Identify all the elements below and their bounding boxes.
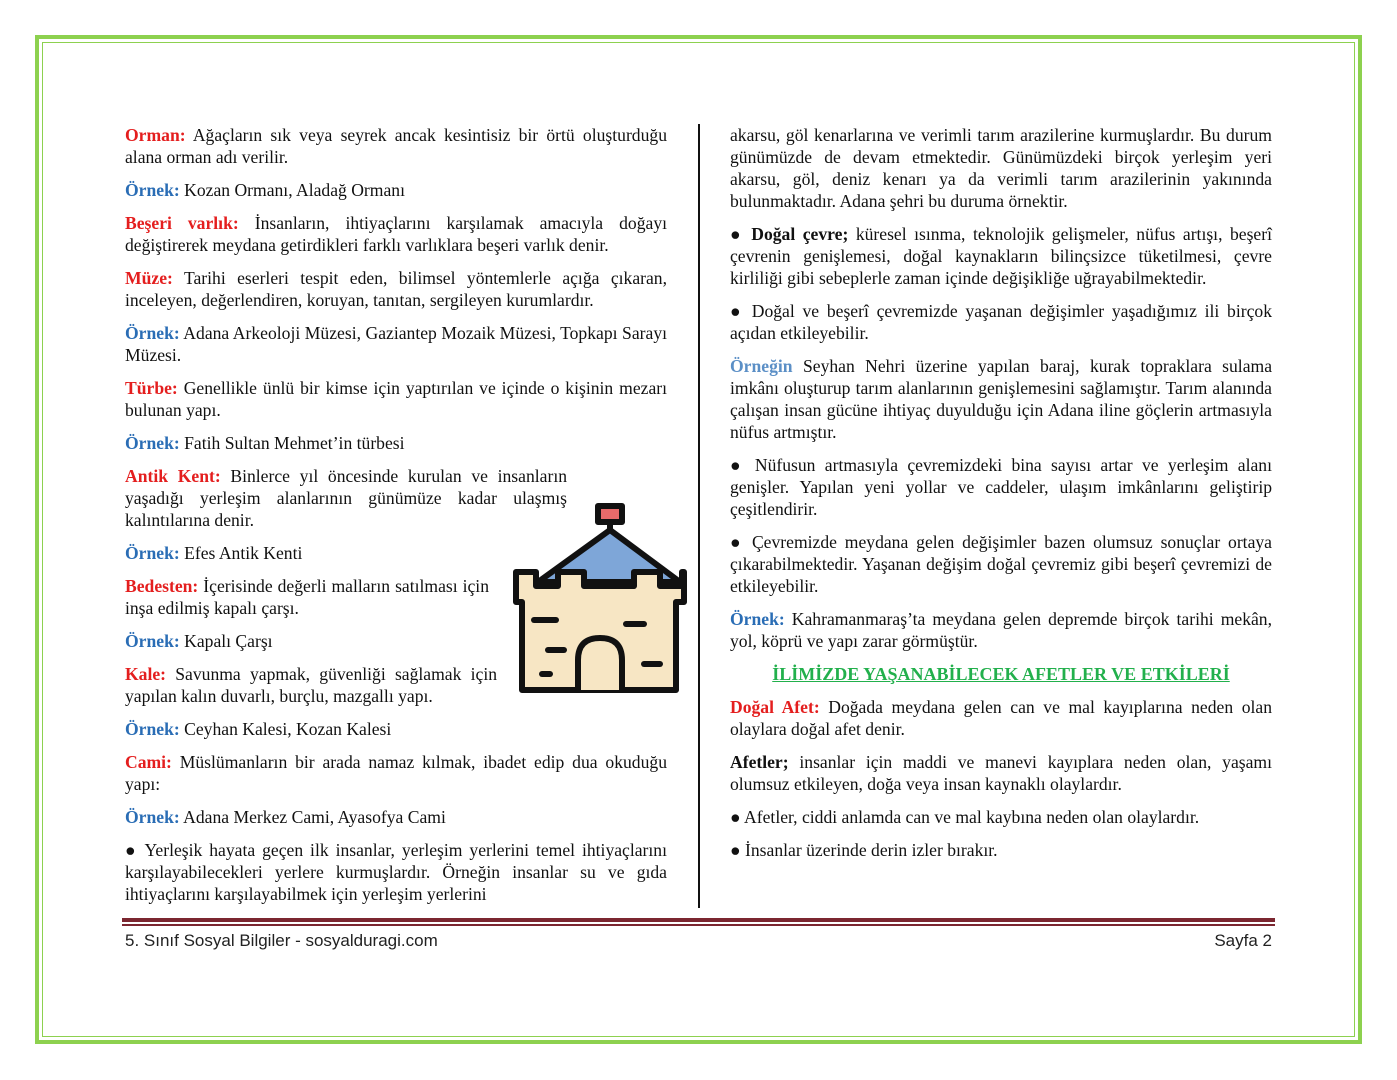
example-kale: Örnek: Ceyhan Kalesi, Kozan Kalesi [125, 719, 392, 739]
page-number: Sayfa 2 [1214, 931, 1272, 950]
definition-muze: Müze: Tarihi eserleri tespit eden, bilimsel yöntemlerle açığa çıkaran, inceleyen, değerlendiren, koruyan, tanıtan, sergileyen kurumlardır. [125, 268, 667, 310]
example-antik-kent: Örnek: Efes Antik Kenti [125, 543, 303, 563]
example-label: Örnek: [125, 631, 180, 651]
example-seyhan: Örneğin Seyhan Nehri üzerine yapılan baraj, kurak topraklara sulama imkânı oluşturup tarım alanlarının genişlemesini sağlamıştır. Tarım alanında çalışan insan gücüne ihtiyaç duyulduğu için Adana iline göçlerin artmasıyla nüfus artmıştır. [730, 356, 1272, 442]
definition-bedesten: Bedesten: İçerisinde değerli malların satılması için inşa edilmiş kapalı çarşı. [125, 576, 489, 618]
example-label: Örnek: [125, 323, 180, 343]
example-bedesten: Örnek: Kapalı Çarşı [125, 631, 273, 651]
term-label: Türbe: [125, 378, 178, 398]
term-label: Antik Kent: [125, 466, 221, 486]
example-orman: Örnek: Kozan Ormanı, Aladağ Ormanı [125, 180, 405, 200]
definition-cami: Cami: Müslümanların bir arada namaz kılmak, ibadet edip dua okuduğu yapı: [125, 752, 667, 794]
definition-afetler: Afetler; insanlar için maddi ve manevi kayıplara neden olan, yaşamı olumsuz etkileyen, doğa veya insan kaynaklı olaylardır. [730, 752, 1272, 794]
definition-antik-kent: Antik Kent: Binlerce yıl öncesinde kurulan ve insanların yaşadığı yerleşim alanlarının günümüze kadar ulaşmış kalıntılarına denir. [125, 466, 567, 530]
bullet-nufus: ● Nüfusun artmasıyla çevremizdeki bina sayısı artar ve yerleşim alanı genişler. Yapılan yeni yollar ve caddeler, ulaşım imkânlarını geliştirip çeşitlendirir. [730, 455, 1272, 519]
bullet-afet-kayip: ● Afetler, ciddi anlamda can ve mal kaybına neden olan olaylardır. [730, 807, 1200, 827]
bullet-degisimler: ● Doğal ve beşerî çevremizde yaşanan değişimler yaşadığımız ili birçok açıdan etkileyebilir. [730, 301, 1272, 343]
example-muze: Örnek: Adana Arkeoloji Müzesi, Gaziantep Mozaik Müzesi, Topkapı Sarayı Müzesi. [125, 323, 667, 365]
castle-gate [578, 638, 622, 690]
example-kahramanmaras: Örnek: Kahramanmaraş’ta meydana gelen depremde birçok tarihi mekân, yol, köprü ve yapı zarar görmüştür. [730, 609, 1272, 651]
bullet-derin-iz: ● İnsanlar üzerinde derin izler bırakır. [730, 840, 998, 860]
term-label: Beşeri varlık: [125, 213, 239, 233]
definition-orman: Orman: Ağaçların sık veya seyrek ancak kesintisiz bir örtü oluşturduğu alana orman adı verilir. [125, 125, 667, 167]
footer-left: 5. Sınıf Sosyal Bilgiler - sosyalduragi.com [125, 931, 438, 950]
footer-rule-thin [122, 924, 1275, 926]
term-label: Afetler; [730, 752, 789, 772]
column-divider [698, 124, 700, 908]
example-turbe: Örnek: Fatih Sultan Mehmet’in türbesi [125, 433, 405, 453]
term-label: Bedesten: [125, 576, 199, 596]
example-label: Örnek: [125, 719, 180, 739]
example-label: Örnek: [125, 543, 180, 563]
bullet-olumsuz: ● Çevremizde meydana gelen değişimler bazen olumsuz sonuçlar ortaya çıkarabilmektedir. Yaşanan değişim doğal çevremiz gibi beşerî çevremizi de etkileyebilir. [730, 532, 1272, 596]
term-label: Kale: [125, 664, 167, 684]
right-column [730, 124, 1272, 872]
bullet-dogal-cevre: ● Doğal çevre; küresel ısınma, teknolojik gelişmeler, nüfus artışı, beşerî çevrenin genişlemesi, doğal kaynakların bilinçsizce tüketilmesi, çevre kirliliği gibi sebeplerle zaman içinde değişikliğe uğrayabilmektedir. [730, 224, 1272, 288]
term-label: Cami: [125, 752, 172, 772]
definition-dogal-afet: Doğal Afet: Doğada meydana gelen can ve mal kayıplarına neden olan olaylara doğal afet denir. [730, 697, 1272, 739]
bullet-yerlesik-hayat: ● Yerleşik hayata geçen ilk insanlar, yerleşim yerlerini temel ihtiyaçlarını karşılayabilecekleri yerlere kurmuşlardır. Örneğin insanlar su ve gıda ihtiyaçlarını karşılayabilmek için yerleşim yerlerini [125, 840, 667, 904]
example-label: Örneğin [730, 356, 793, 376]
section-title: İLİMİZDE YAŞANABİLECEK AFETLER VE ETKİLERİ [772, 664, 1230, 684]
term-label: Orman: [125, 125, 186, 145]
term-label: ● Doğal çevre; [730, 224, 849, 244]
term-label: Doğal Afet: [730, 697, 820, 717]
definition-kale: Kale: Savunma yapmak, güvenliği sağlamak için yapılan kalın duvarlı, burçlu, mazgallı yapı. [125, 664, 497, 706]
example-label: Örnek: [730, 609, 785, 629]
castle-icon [508, 500, 690, 696]
paragraph-yerlesim: akarsu, göl kenarlarına ve verimli tarım arazilerine kurmuşlardır. Bu durum günümüzde de devam etmektedir. Günümüzdeki birçok yerleşim yeri akarsu, göl, deniz kenarı ya da verimli tarım arazilerinin yakınında bulunmaktadır. Adana şehri bu duruma örnektir. [730, 125, 1272, 211]
term-label: Müze: [125, 268, 173, 288]
example-label: Örnek: [125, 807, 180, 827]
example-label: Örnek: [125, 180, 180, 200]
definition-beseri-varlik: Beşeri varlık: İnsanların, ihtiyaçlarını karşılamak amacıyla doğayı değiştirerek meydana getirdikleri farklı varlıklara beşeri varlık denir. [125, 213, 667, 255]
example-cami: Örnek: Adana Merkez Cami, Ayasofya Cami [125, 807, 446, 827]
example-label: Örnek: [125, 433, 180, 453]
footer-rule [122, 918, 1275, 922]
definition-turbe: Türbe: Genellikle ünlü bir kimse için yaptırılan ve içinde o kişinin mezarı bulunan yapı. [125, 378, 667, 420]
